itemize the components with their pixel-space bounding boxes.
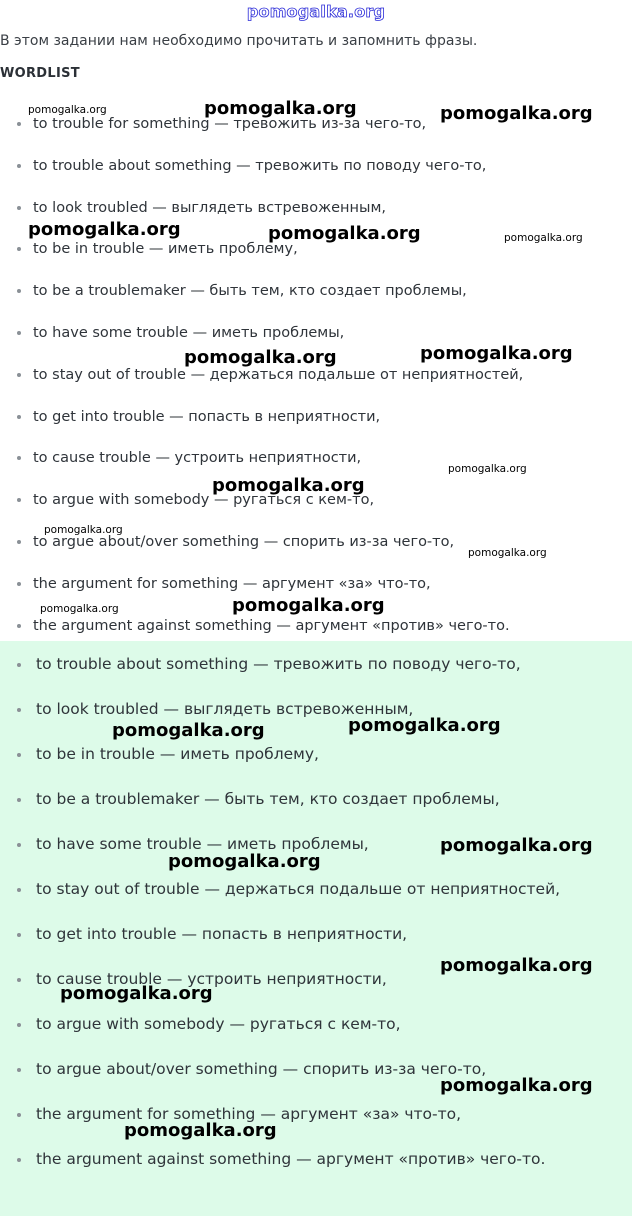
list-item: to trouble for something — тревожить из-за чего-то, xyxy=(0,103,632,145)
bullet-icon xyxy=(17,498,21,502)
bullet-icon xyxy=(17,843,21,847)
wordlist xyxy=(0,103,632,646)
bullet-icon xyxy=(17,164,21,168)
bullet-icon xyxy=(17,540,21,544)
bullet-icon xyxy=(17,1023,21,1027)
list-item: to have some trouble — иметь проблемы, xyxy=(0,822,632,867)
bullet-icon xyxy=(17,663,21,667)
wordlist-heading: WORDLIST xyxy=(0,66,80,81)
list-item: to be a troublemaker — быть тем, кто создает проблемы, xyxy=(0,270,632,312)
list-item: to trouble about something — тревожить по поводу чего-то, xyxy=(0,145,632,187)
list-item: to trouble about something — тревожить по поводу чего-то, xyxy=(0,642,632,687)
site-watermark-header: pomogalka.org xyxy=(246,2,386,21)
watermark: pomogalka.org xyxy=(440,103,593,124)
watermark: pomogalka.org xyxy=(440,955,593,976)
list-item: to look troubled — выглядеть встревоженным, xyxy=(0,687,632,732)
watermark: pomogalka.org xyxy=(124,1120,277,1141)
list-item: to look troubled — выглядеть встревоженным, xyxy=(0,187,632,229)
bullet-icon xyxy=(17,1158,21,1162)
bullet-icon xyxy=(17,888,21,892)
bullet-icon xyxy=(17,373,21,377)
watermark: pomogalka.org xyxy=(440,835,593,856)
watermark: pomogalka.org xyxy=(112,720,265,741)
list-item: to argue about/over something — спорить из-за чего-то, xyxy=(0,1047,632,1092)
list-item: the argument for something — аргумент «за» что-то, xyxy=(0,563,632,605)
bullet-icon xyxy=(17,798,21,802)
bullet-icon xyxy=(17,978,21,982)
list-item: to be a troublemaker — быть тем, кто создает проблемы, xyxy=(0,777,632,822)
list-item: to stay out of trouble — держаться подальше от неприятностей, xyxy=(0,867,632,912)
watermark: pomogalka.org xyxy=(504,232,583,244)
bullet-icon xyxy=(17,206,21,210)
watermark: pomogalka.org xyxy=(28,104,107,116)
bullet-icon xyxy=(17,753,21,757)
bullet-icon xyxy=(17,415,21,419)
list-item: to argue with somebody — ругаться с кем-то, xyxy=(0,1002,632,1047)
watermark: pomogalka.org xyxy=(348,715,501,736)
list-item: the argument against something — аргумент «против» чего-то. xyxy=(0,605,632,647)
bullet-icon xyxy=(17,1068,21,1072)
list-item: to argue about/over something — спорить из-за чего-то, xyxy=(0,521,632,563)
bullet-icon xyxy=(17,1113,21,1117)
bullet-icon xyxy=(17,933,21,937)
watermark: pomogalka.org xyxy=(204,98,357,119)
bullet-icon xyxy=(17,247,21,251)
list-item: to argue with somebody — ругаться с кем-то, xyxy=(0,479,632,521)
bullet-icon xyxy=(17,122,21,126)
watermark: pomogalka.org xyxy=(28,219,181,240)
watermark: pomogalka.org xyxy=(184,347,337,368)
watermark: pomogalka.org xyxy=(40,603,119,615)
highlighted-wordlist xyxy=(0,642,632,1182)
list-item: to get into trouble — попасть в неприятности, xyxy=(0,396,632,438)
watermark: pomogalka.org xyxy=(212,475,365,496)
list-item: to stay out of trouble — держаться подальше от неприятностей, xyxy=(0,354,632,396)
watermark: pomogalka.org xyxy=(44,524,123,536)
list-item: to cause trouble — устроить неприятности, xyxy=(0,437,632,479)
watermark: pomogalka.org xyxy=(232,595,385,616)
list-item: to get into trouble — попасть в неприятности, xyxy=(0,912,632,957)
bullet-icon xyxy=(17,582,21,586)
list-item: the argument for something — аргумент «за» что-то, xyxy=(0,1092,632,1137)
watermark: pomogalka.org xyxy=(420,343,573,364)
bullet-icon xyxy=(17,624,21,628)
watermark: pomogalka.org xyxy=(60,983,213,1004)
watermark: pomogalka.org xyxy=(168,851,321,872)
list-item: to have some trouble — иметь проблемы, xyxy=(0,312,632,354)
list-item: to cause trouble — устроить неприятности, xyxy=(0,957,632,1002)
list-item: the argument against something — аргумент «против» чего-то. xyxy=(0,1137,632,1182)
list-item: to be in trouble — иметь проблему, xyxy=(0,228,632,270)
bullet-icon xyxy=(17,708,21,712)
watermark: pomogalka.org xyxy=(268,223,421,244)
bullet-icon xyxy=(17,456,21,460)
watermark: pomogalka.org xyxy=(440,1075,593,1096)
list-item: to be in trouble — иметь проблему, xyxy=(0,732,632,777)
watermark: pomogalka.org xyxy=(448,463,527,475)
watermark: pomogalka.org xyxy=(468,547,547,559)
intro-text: В этом задании нам необходимо прочитать и запомнить фразы. xyxy=(0,33,478,49)
bullet-icon xyxy=(17,331,21,335)
bullet-icon xyxy=(17,289,21,293)
